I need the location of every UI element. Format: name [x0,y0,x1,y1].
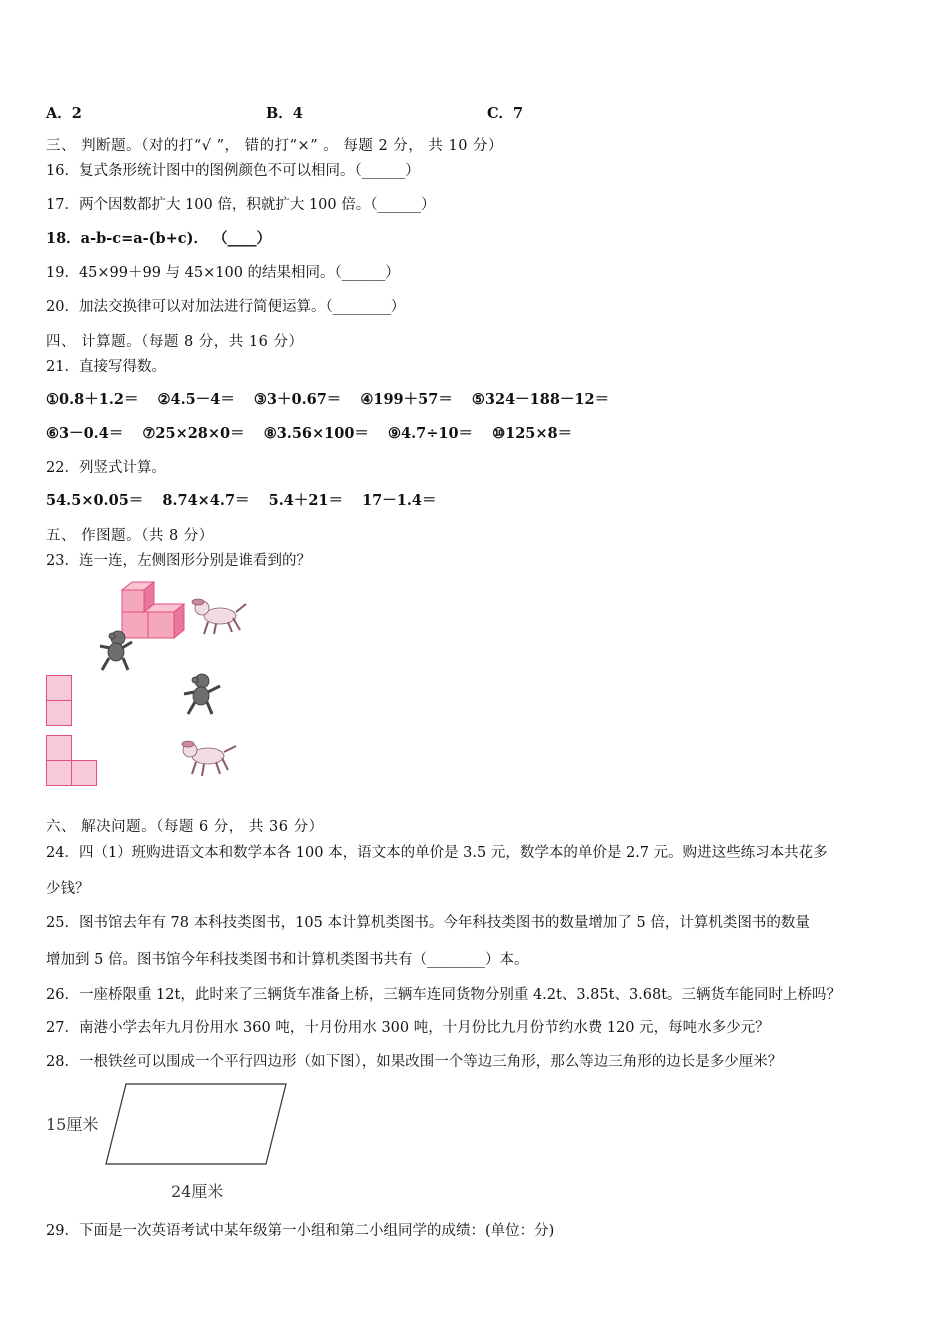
question-28: 28．一根铁丝可以围成一个平行四边形（如下图），如果改围一个等边三角形，那么等边三角形的边长是多少厘米？ [46,1054,783,1070]
calc-item: 8.74×4.7＝ [162,492,250,509]
parallelogram-figure [100,1082,300,1172]
question-22: 22．列竖式计算。 [46,460,166,476]
option-a: A．2 [46,105,82,122]
option-c: C．7 [487,105,524,122]
section-5-heading: 五、 作图题。（共 8 分） [46,528,214,544]
calc-item: ⑨4.7÷10＝ [388,425,474,442]
question-24-line-1: 24．四（1）班购进语文本和数学本各 100 本，语文本的单价是 3.5 元，数学本的单价是 2.7 元。购进这些练习本共花多 [46,845,828,861]
option-b: B．4 [266,105,303,122]
section-4-heading: 四、 计算题。（每题 8 分，共 16 分） [46,334,304,350]
calc-item: ②4.5－4＝ [157,391,235,408]
base-length-label: 24厘米 [171,1182,224,1201]
question-29: 29．下面是一次英语考试中某年级第一小组和第二小组同学的成绩：(单位：分) [46,1223,555,1239]
question-23: 23．连一连，左侧图形分别是谁看到的？ [46,553,311,569]
question-24-line-2: 少钱？ [46,881,90,897]
section-3-heading: 三、 判断题。（对的打“√ ”， 错的打“×” 。 每题 2 分， 共 10 分） [46,138,504,154]
q21-calc-row-2 [46,424,586,444]
section-6-heading: 六、 解决问题。（每题 6 分， 共 36 分） [46,819,324,835]
dog-icon [180,738,242,784]
question-18: 18．a-b-c=a-(b+c)． （____） [46,230,272,247]
calc-item: ⑦25×28×0＝ [142,425,245,442]
calc-item: 54.5×0.05＝ [46,492,144,509]
cube-arrangement-figure [90,578,260,678]
calc-item: ⑧3.56×100＝ [263,425,369,442]
question-25-line-1: 25．图书馆去年有 78 本科技类图书，105 本计算机类图书。今年科技类图书的数量增加了 5 倍，计算机类图书的数量 [46,915,810,931]
question-26: 26．一座桥限重 12t，此时来了三辆货车准备上桥，三辆车连同货物分别重 4.2t、3.85t、3.68t。三辆货车能同时上桥吗？ [46,987,842,1003]
q22-calc-row [46,491,450,511]
question-20: 20．加法交换律可以对加法进行简便运算。（________） [46,299,406,315]
calc-item: ⑥3－0.4＝ [46,425,124,442]
monkey-icon [180,672,230,718]
question-16: 16．复式条形统计图中的图例颜色不可以相同。（______） [46,163,420,179]
question-21: 21．直接写得数。 [46,359,166,375]
question-25-line-2: 增加到 5 倍。图书馆今年科技类图书和计算机类图书共有（________）本。 [46,952,529,968]
q21-calc-row-1 [46,390,623,410]
calc-item: 5.4＋21＝ [268,492,344,509]
side-length-label: 15厘米 [46,1115,99,1134]
view-l-shape [46,735,100,787]
calc-item: ③3＋0.67＝ [253,391,342,408]
calc-item: ④199＋57＝ [360,391,453,408]
calc-item: ①0.8＋1.2＝ [46,391,139,408]
question-19: 19．45×99＋99 与 45×100 的结果相同。（______） [46,265,400,281]
calc-item: ⑤324－188－12＝ [471,391,610,408]
dog-icon [192,599,246,634]
view-two-stacked-squares [46,675,76,727]
question-17: 17．两个因数都扩大 100 倍，积就扩大 100 倍。（______） [46,197,436,213]
calc-item: 17－1.4＝ [362,492,437,509]
calc-item: ⑩125×8＝ [492,425,573,442]
question-27: 27．南港小学去年九月份用水 360 吨，十月份用水 300 吨，十月份比九月份节约水费 120 元，每吨水多少元？ [46,1020,770,1036]
